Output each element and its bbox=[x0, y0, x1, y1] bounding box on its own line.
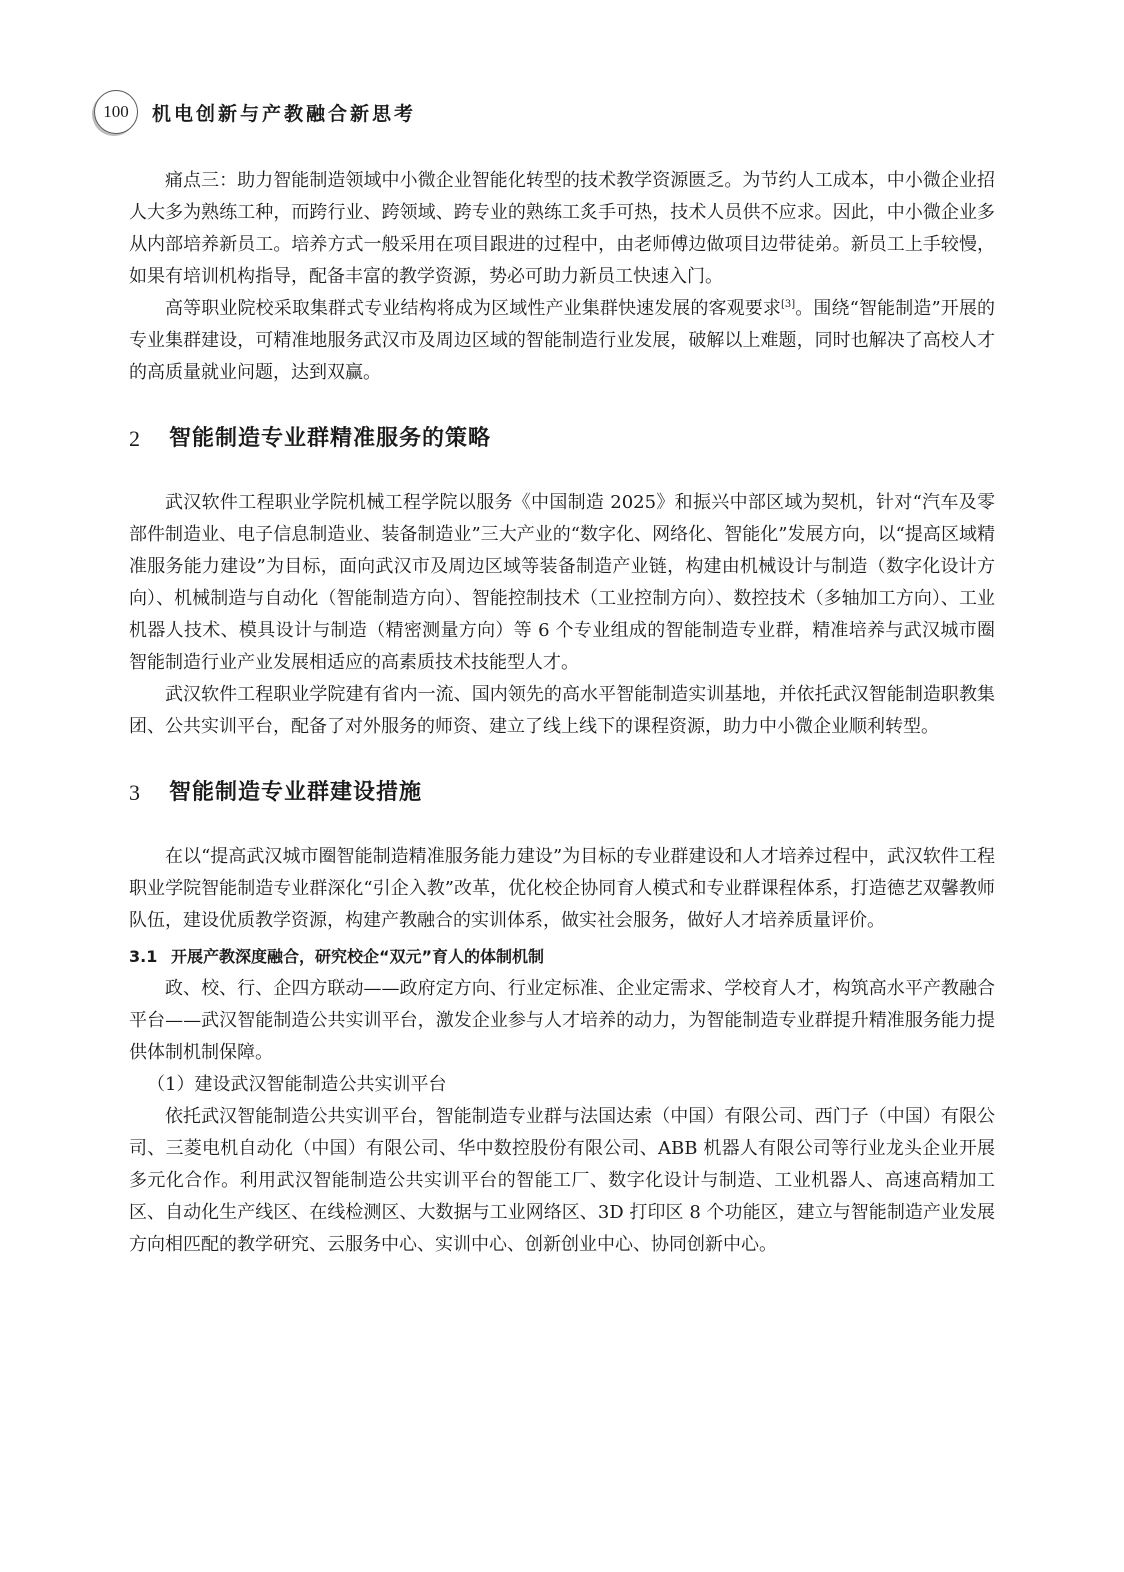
paragraph-text: 高等职业院校采取集群式专业结构将成为区域性产业集群快速发展的客观要求 bbox=[165, 298, 782, 319]
item-heading: （1）建设武汉智能制造公共实训平台 bbox=[147, 1074, 447, 1095]
subsection-number: 3.1 bbox=[129, 947, 158, 966]
book-title: 机电创新与产教融合新思考 bbox=[152, 102, 417, 125]
page-number: 100 bbox=[94, 90, 138, 134]
paragraph bbox=[129, 293, 995, 389]
section-heading bbox=[129, 777, 995, 809]
subsection-title: 开展产教深度融合，研究校企“双元”育人的体制机制 bbox=[171, 947, 545, 966]
subsection-heading bbox=[129, 941, 995, 973]
citation-ref: [3] bbox=[781, 299, 796, 310]
paragraph: 依托武汉智能制造公共实训平台，智能制造专业群与法国达索（中国）有限公司、西门子（中国）有限公司、三菱电机自动化（中国）有限公司、华中数控股份有限公司、ABB 机器人有限公司等行业龙头企业开展多元化合作。利用武汉智能制造公共实训平台的智能工厂、数字化设计与制造、工业机器人、高速高精加工区、自动化生产线区、在线检测区、大数据与工业网络区、3D 打印区 8 个功能区，建立与智能制造产业发展方向相匹配的教学研究、云服务中心、实训中心、创新创业中心、协同创新中心。 bbox=[129, 1106, 995, 1255]
paragraph: 武汉软件工程职业学院机械工程学院以服务《中国制造 2025》和振兴中部区域为契机，针对“汽车及零部件制造业、电子信息制造业、装备制造业”三大产业的“数字化、网络化、智能化”发展方向，以“提高区域精准服务能力建设”为目标，面向武汉市及周边区域等装备制造产业链，构建由机械设计与制造（数字化设计方向）、机械制造与自动化（智能制造方向）、智能控制技术（工业控制方向）、数控技术（多轴加工方向）、工业机器人技术、模具设计与制造（精密测量方向）等 6 个专业组成的智能制造专业群，精准培养与武汉城市圈智能制造行业产业发展相适应的高素质技术技能型人才。 bbox=[129, 492, 995, 673]
paragraph-text: 。围绕“智能制造”开展的专业集群建设，可精准地服务武汉市及周边区域的智能制造行业发展，破解以上难题，同时也解决了高校人才的高质量就业问题，达到双赢。 bbox=[129, 298, 996, 383]
paragraph: 痛点三：助力智能制造领域中小微企业智能化转型的技术教学资源匮乏。为节约人工成本，中小微企业招人大多为熟练工种，而跨行业、跨领域、跨专业的熟练工炙手可热，技术人员供不应求。因此，中小微企业多从内部培养新员工。培养方式一般采用在项目跟进的过程中，由老师傅边做项目边带徒弟。新员工上手较慢，如果有培训机构指导，配备丰富的教学资源，势必可助力新员工快速入门。 bbox=[129, 170, 995, 287]
page-body bbox=[129, 165, 995, 1261]
section-number: 2 bbox=[129, 426, 140, 451]
section-title: 智能制造专业群精准服务的策略 bbox=[169, 426, 492, 451]
running-header bbox=[94, 90, 416, 134]
paragraph: 武汉软件工程职业学院建有省内一流、国内领先的高水平智能制造实训基地，并依托武汉智能制造职教集团、公共实训平台，配备了对外服务的师资、建立了线上线下的课程资源，助力中小微企业顺利转型。 bbox=[129, 684, 995, 737]
section-heading bbox=[129, 423, 995, 455]
section-title: 智能制造专业群建设措施 bbox=[169, 780, 423, 805]
paragraph: 政、校、行、企四方联动——政府定方向、行业定标准、企业定需求、学校育人才，构筑高水平产教融合平台——武汉智能制造公共实训平台，激发企业参与人才培养的动力，为智能制造专业群提升精准服务能力提供体制机制保障。 bbox=[129, 978, 995, 1063]
paragraph: 在以“提高武汉城市圈智能制造精准服务能力建设”为目标的专业群建设和人才培养过程中，武汉软件工程职业学院智能制造专业群深化“引企入教”改革，优化校企协同育人模式和专业群课程体系，打造德艺双馨教师队伍，建设优质教学资源，构建产教融合的实训体系，做实社会服务，做好人才培养质量评价。 bbox=[129, 846, 995, 931]
section-number: 3 bbox=[129, 780, 140, 805]
